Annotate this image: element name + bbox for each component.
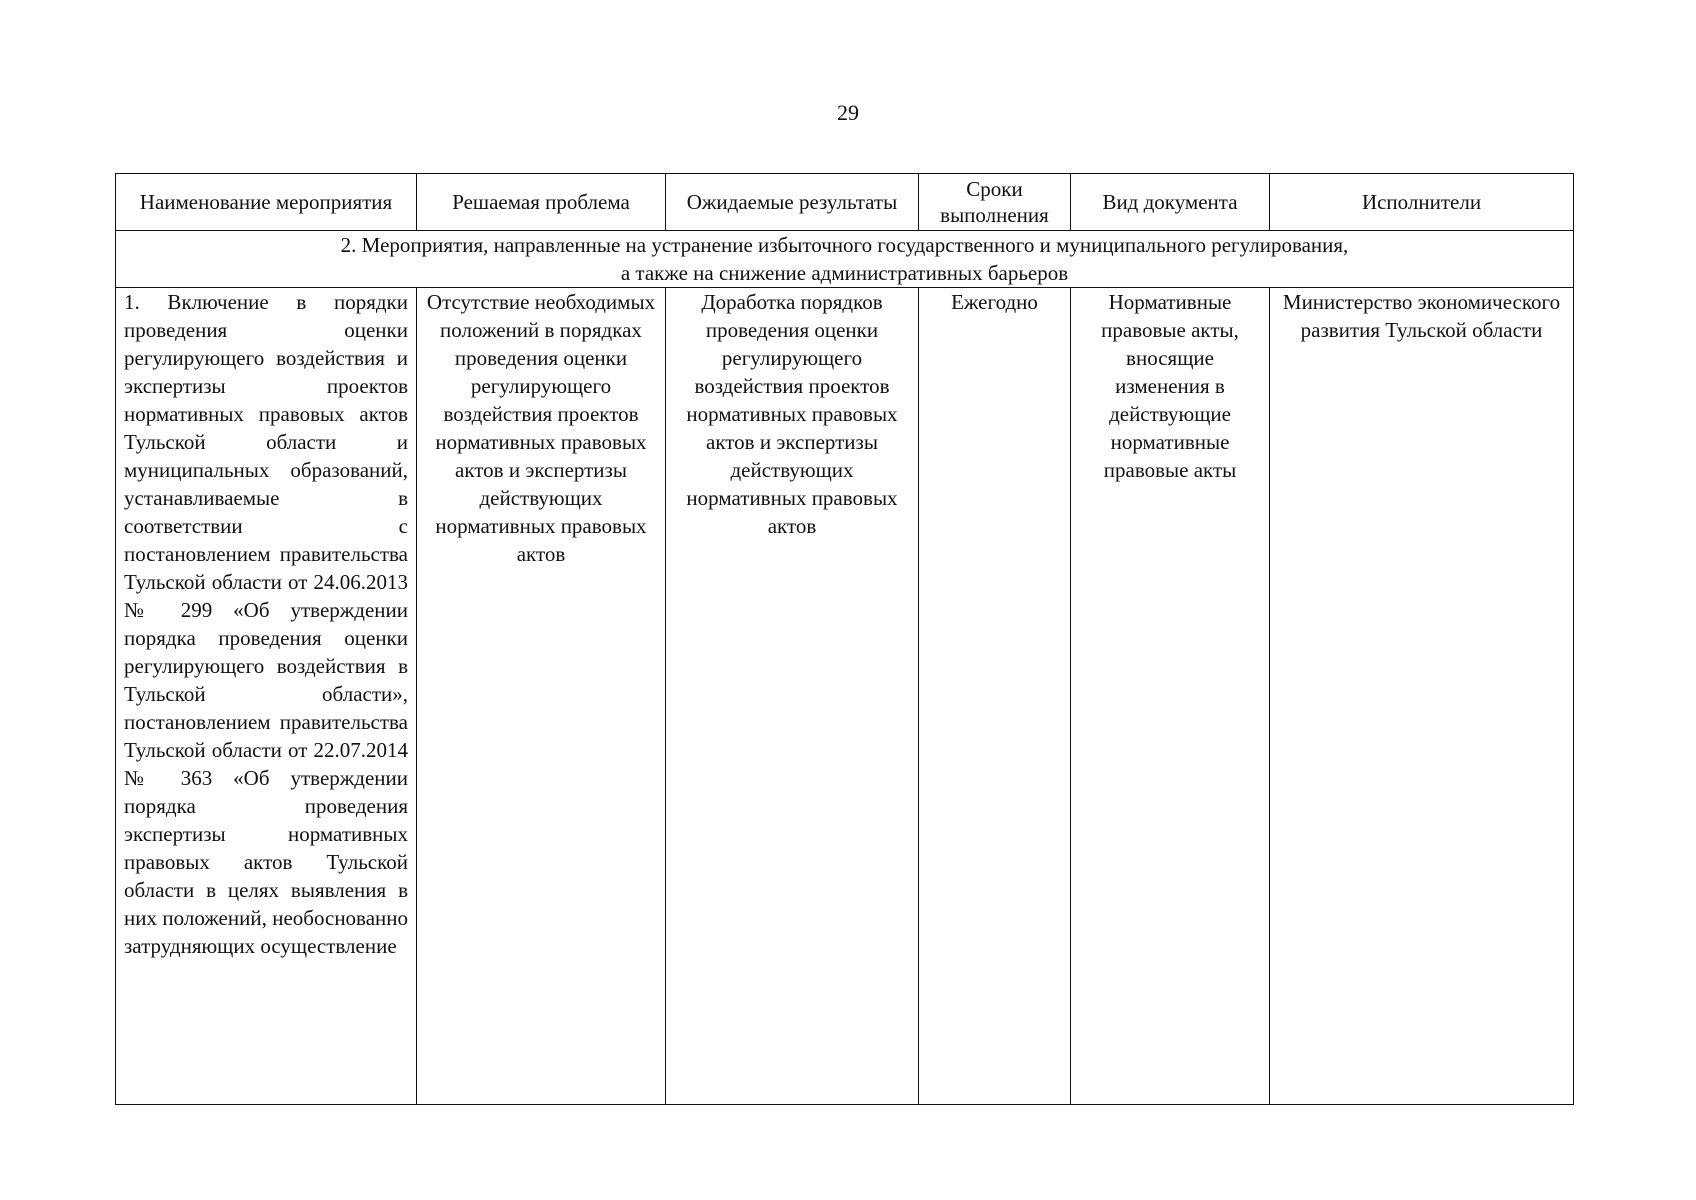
table-header-row xyxy=(116,174,1574,231)
header-deadline: Сроки выполнения xyxy=(919,174,1071,231)
measures-table xyxy=(115,173,1574,1105)
row-doc-type-cell: Нормативные правовые акты, вносящие изменения в действующие нормативные правовые акты xyxy=(1071,288,1270,1105)
row-name-cell: 1. Включение в порядки проведения оценки регулирующего воздействия и экспертизы проектов нормативных правовых актов Тульской области и муниципальных образований, устанавливаемые в соответствии с постановлением правительства Тульской области от 24.06.2013 № 299 «Об утверждении порядка проведения оценки регулирующего воздействия в Тульской области», постановлением правительства Тульской области от 22.07.2014 № 363 «Об утверждении порядка проведения экспертизы нормативных правовых актов Тульской области в целях выявления в них положений, необоснованно затрудняющих осуществление xyxy=(116,288,417,1105)
header-results: Ожидаемые результаты xyxy=(666,174,919,231)
row-problem-cell: Отсутствие необходимых положений в порядках проведения оценки регулирующего воздействия проектов нормативных правовых актов и экспертизы действующих нормативных правовых актов xyxy=(417,288,666,1105)
section-heading-row xyxy=(116,231,1574,288)
page-number: 29 xyxy=(837,100,859,125)
section-heading-line-1: 2. Мероприятия, направленные на устранение избыточного государственного и муниципального регулирования, xyxy=(340,233,1349,257)
section-heading xyxy=(116,231,1574,288)
row-results-cell: Доработка порядков проведения оценки регулирующего воздействия проектов нормативных правовых актов и экспертизы действующих нормативных правовых актов xyxy=(666,288,919,1105)
header-executors: Исполнители xyxy=(1270,174,1574,231)
header-doc-type: Вид документа xyxy=(1071,174,1270,231)
row-executors-cell: Министерство экономического развития Тульской области xyxy=(1270,288,1574,1105)
row-deadline-cell: Ежегодно xyxy=(919,288,1071,1105)
table-row xyxy=(116,288,1574,1105)
header-name: Наименование мероприятия xyxy=(116,174,417,231)
header-problem: Решаемая проблема xyxy=(417,174,666,231)
section-heading-line-2: а также на снижение административных барьеров xyxy=(620,261,1069,285)
